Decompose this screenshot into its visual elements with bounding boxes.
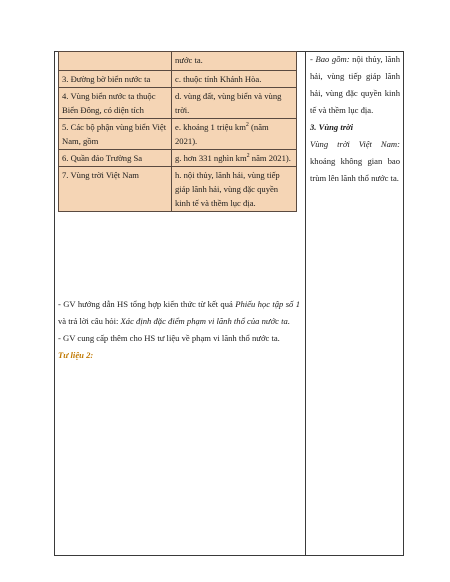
text-run: và trả lời câu hỏi: (58, 316, 121, 326)
text-run: khoảng không gian bao trùm lên lãnh thổ nước ta. (310, 156, 400, 183)
cell-text: e. khoảng 1 triệu km (175, 122, 246, 132)
table-cell-right: nước ta. (172, 52, 297, 71)
table-row (59, 52, 297, 71)
section-heading: 3. Vùng trời (310, 122, 354, 132)
table-cell-right: h. nội thủy, lãnh hải, vùng tiếp giáp lãnh hải, vùng đặc quyền kinh tế và thềm lục địa. (172, 167, 297, 212)
table-cell-right: c. thuộc tỉnh Khánh Hòa. (172, 71, 297, 88)
table-row (59, 88, 297, 119)
text-run-italic: Phiếu học tập số 1 (235, 299, 300, 309)
instruction-paragraph (58, 296, 300, 330)
cell-text: g. hơn 331 nghìn km (175, 153, 247, 163)
table-cell-left: 6. Quần đảo Trường Sa (59, 150, 172, 167)
outcome-paragraph (310, 51, 400, 119)
cell-text: (năm 2021). (175, 122, 269, 146)
table-cell-left: 7. Vùng trời Việt Nam (59, 167, 172, 212)
table-cell-right: d. vùng đất, vùng biển và vùng trời. (172, 88, 297, 119)
table-row (59, 167, 297, 212)
superscript: 2 (245, 122, 249, 129)
tu-lieu-heading: Tư liệu 2: (58, 350, 94, 360)
teacher-activity-text (58, 296, 300, 364)
text-run: - (310, 54, 316, 64)
table-cell-right (172, 119, 297, 150)
table-cell-left: 3. Đường bờ biển nước ta (59, 71, 172, 88)
text-run-italic: Bao gồm: (315, 54, 350, 64)
matching-table (58, 51, 297, 212)
cell-text: năm 2021). (249, 153, 291, 163)
text-run: - GV hướng dẫn HS tổng hợp kiến thức từ kết quả (58, 299, 236, 309)
table-cell-left: 5. Các bộ phận vùng biển Việt Nam, gồm (59, 119, 172, 150)
table-row (59, 71, 297, 88)
outcome-paragraph (310, 136, 400, 187)
text-run: nội thủy, lãnh hải, vùng tiếp giáp lãnh hải, vùng đặc quyền kinh tế và thềm lục địa. (310, 54, 401, 115)
table-row (59, 119, 297, 150)
student-outcome-text (310, 51, 400, 187)
text-run-italic: Vùng trời Việt Nam: (310, 139, 400, 149)
table-row (59, 150, 297, 167)
table-cell-left: 4. Vùng biển nước ta thuộc Biển Đông, có diện tích (59, 88, 172, 119)
instruction-paragraph: - GV cung cấp thêm cho HS tư liệu về phạm vi lãnh thổ nước ta. (58, 333, 280, 343)
column-divider (305, 51, 306, 556)
superscript: 2 (246, 153, 250, 160)
table-cell-right (172, 150, 297, 167)
table-cell-left (59, 52, 172, 71)
text-run-italic: Xác định đặc điểm phạm vi lãnh thổ của nước ta. (120, 316, 290, 326)
